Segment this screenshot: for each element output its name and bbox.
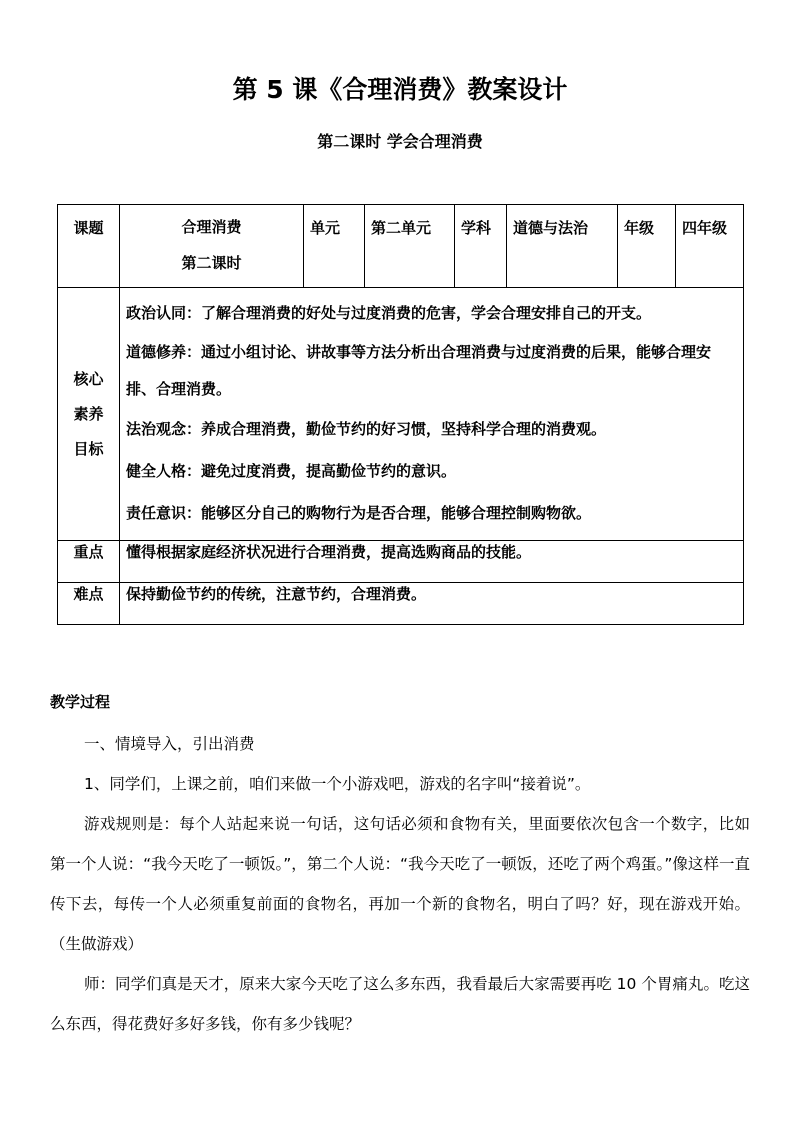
key-point-row	[58, 541, 744, 583]
subject-value-cell	[507, 205, 618, 288]
topic-value-line2: 第二课时	[181, 254, 242, 272]
goal-item: 法治观念：养成合理消费，勤俭节约的好习惯，坚持科学合理的消费观。	[126, 420, 607, 438]
key-point-value: 懂得根据家庭经济状况进行合理消费，提高选购商品的技能。	[120, 541, 744, 583]
topic-label: 课题	[73, 219, 104, 237]
core-label-line: 素养	[73, 404, 104, 423]
subject-value: 道德与法治	[513, 219, 589, 237]
core-label-line: 目标	[73, 439, 104, 458]
goal-item: 政治认同：了解合理消费的好处与过度消费的危害，学会合理安排自己的开支。	[126, 304, 652, 322]
table-header-row	[58, 205, 744, 288]
unit-value: 第二单元	[371, 219, 432, 237]
difficulty-value: 保持勤俭节约的传统，注意节约，合理消费。	[120, 583, 744, 625]
unit-label-cell	[304, 205, 365, 288]
teaching-process-body	[50, 764, 750, 1044]
goal-item: 责任意识：能够区分自己的购物行为是否合理，能够合理控制购物欲。	[126, 504, 592, 522]
goal-item: 健全人格：避免过度消费，提高勤俭节约的意识。	[126, 462, 457, 480]
process-paragraph: 1、同学们，上课之前，咱们来做一个小游戏吧，游戏的名字叫“接着说”。	[84, 775, 591, 793]
process-paragraph: 游戏规则是：每个人站起来说一句话，这句话必须和食物有关，里面要依次包含一个数字，比如第一个人说：“我今天吃了一顿饭。”，第二个人说：“我今天吃了一顿饭，还吃了两个鸡蛋。”像这样一直传下去，每传一个人必须重复前面的食物名，再加一个新的食物名，明白了吗？好，现在游戏开始。（生做游戏）	[50, 815, 750, 953]
grade-label-cell	[618, 205, 676, 288]
key-point-label: 重点	[58, 541, 120, 583]
difficulty-row	[58, 583, 744, 625]
unit-label: 单元	[310, 219, 341, 237]
document-subtitle: 第二课时 学会合理消费	[317, 132, 483, 151]
topic-value-line1: 合理消费	[181, 218, 242, 236]
grade-value-cell	[676, 205, 744, 288]
goal-item: 道德修养：通过小组讨论、讲故事等方法分析出合理消费与过度消费的后果，能够合理安排、合理消费。	[126, 343, 712, 398]
core-literacy-row	[58, 288, 744, 541]
grade-label: 年级	[624, 219, 655, 237]
process-paragraph: 师：同学们真是天才，原来大家今天吃了这么多东西，我看最后大家需要再吃 10 个胃痛丸。吃这么东西，得花费好多好多钱，你有多少钱呢？	[50, 975, 750, 1033]
core-label-line: 核心	[73, 369, 104, 388]
document-title: 第 5 课《合理消费》教案设计	[232, 75, 568, 104]
step-heading: 一、情境导入，引出消费	[84, 735, 255, 753]
core-literacy-goals	[120, 288, 744, 541]
subject-label: 学科	[461, 219, 492, 237]
unit-value-cell	[365, 205, 455, 288]
lesson-plan-table	[57, 204, 744, 625]
topic-value-cell	[120, 205, 304, 288]
teaching-process-heading: 教学过程	[50, 693, 111, 711]
topic-label-cell	[58, 205, 120, 288]
subject-label-cell	[455, 205, 507, 288]
difficulty-label: 难点	[58, 583, 120, 625]
grade-value: 四年级	[682, 219, 728, 237]
core-literacy-label-cell	[58, 288, 120, 541]
